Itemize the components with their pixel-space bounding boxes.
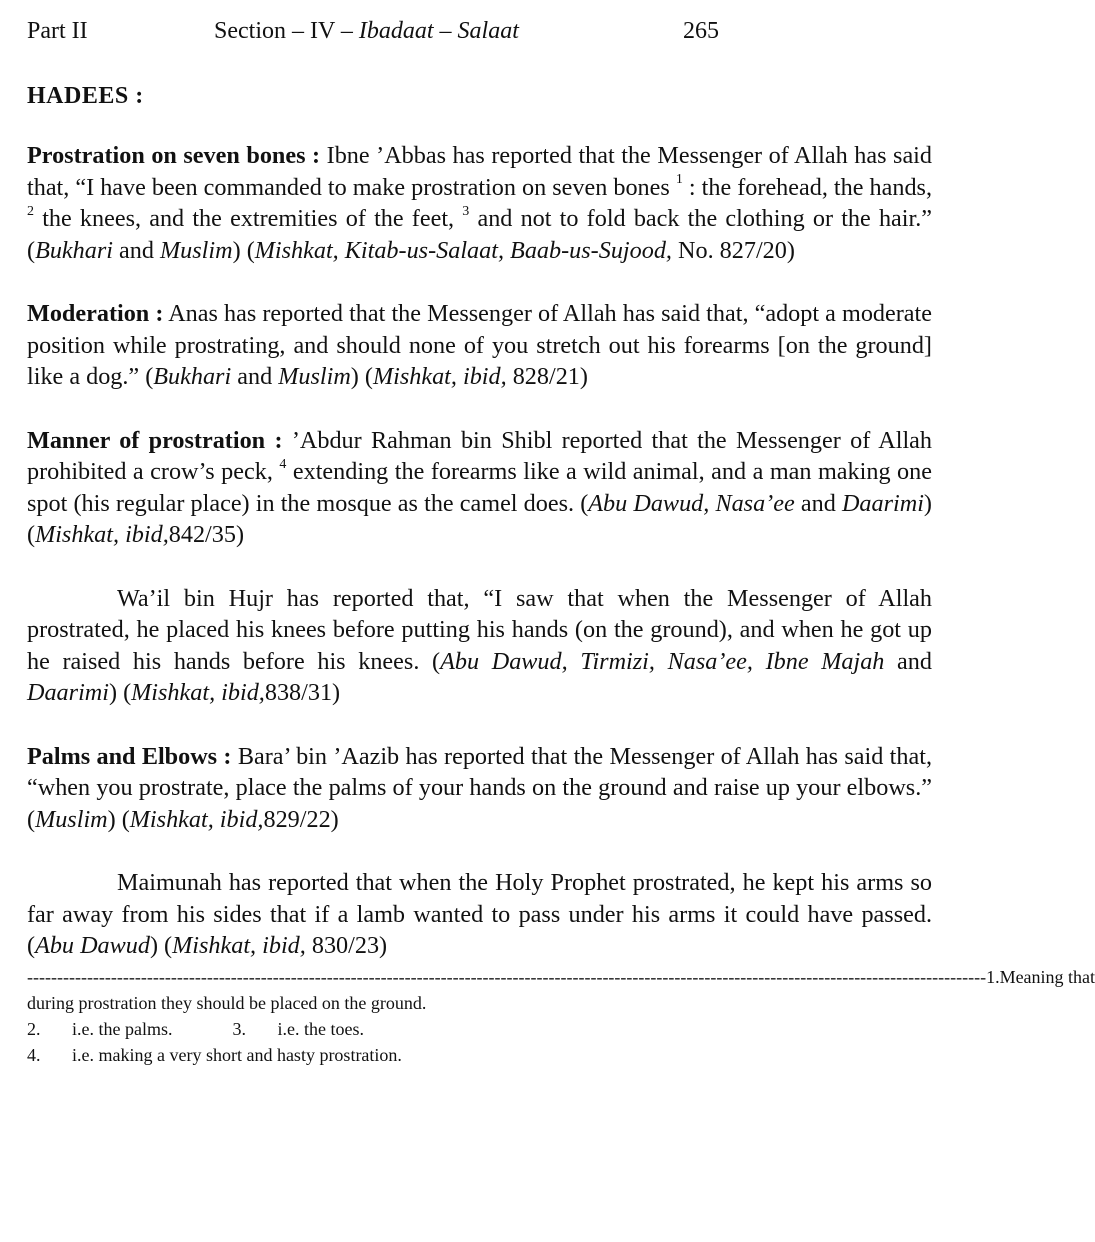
paragraph-title: Manner of prostration : [27, 426, 283, 454]
paragraph-moderation [27, 298, 932, 393]
footnote-row-2-3 [27, 1016, 932, 1042]
footnote-separator [27, 964, 1095, 990]
citation: Muslim [278, 363, 351, 390]
paragraph-text: and [884, 647, 932, 675]
footnote-ref: 1 [675, 172, 683, 188]
footnote-1-continued: during prostration they should be placed on the ground. [27, 992, 427, 1013]
citation: Muslim [160, 236, 233, 264]
section-heading: HADEES : [27, 83, 144, 109]
citation: Abu Dawud, Nasa’ee [588, 489, 795, 517]
citation: Abu Dawud, Tirmizi, Nasa’ee, Ibne Majah [440, 647, 885, 675]
document-page [27, 18, 1095, 1068]
paragraph-text: 829/22) [263, 805, 339, 833]
paragraph-text: Maimunah has reported that when the Holy Prophet prostrated, he kept his arms so far away from his sides that if a lamb wanted to pass under his arms it could have passed. ( [27, 869, 932, 959]
paragraph-text: ) ( [107, 805, 130, 833]
paragraph-text: No. 827/20) [671, 236, 795, 264]
footnote-2-number: 2. [27, 1018, 41, 1039]
citation: Abu Dawud [35, 932, 150, 959]
paragraph-text: ) ( [350, 363, 373, 390]
header-section [214, 18, 519, 45]
footnote-ref: 4 [279, 456, 287, 472]
page-number: 265 [683, 18, 719, 44]
paragraph-text: 842/35) [168, 521, 245, 548]
footnote-2-text: i.e. the palms. [72, 1018, 173, 1039]
paragraph-text: ) ( [232, 236, 255, 264]
paragraph-title: Palms and Elbows : [27, 742, 232, 770]
footnotes [27, 964, 1095, 1068]
footnote-3-text: i.e. the toes. [277, 1018, 364, 1039]
paragraph-seven-bones [27, 140, 932, 266]
footnote-rule: ---------------------------------------------------------------------------------------------------------------------------------------------------------------- [27, 966, 987, 987]
paragraph-text: the knees, and the extremities of the feet, [34, 205, 463, 232]
paragraph-text: 838/31) [264, 679, 341, 706]
paragraph-text: and not to fold back the clothing or the hair.” ( [27, 205, 932, 264]
citation: Mishkat, ibid, [129, 805, 264, 833]
citation: Mishkat, ibid, [172, 932, 306, 959]
footnote-4-number: 4. [27, 1044, 41, 1065]
paragraph-text: Wa’il bin Hujr has reported that, “I saw that when the Messenger of Allah prostrated, he placed his knees before putting his hands (on the ground), and when he got up he raised his hands before his knees. ( [27, 584, 932, 675]
citation: Mishkat, ibid, [372, 363, 507, 390]
citation: Mishkat, ibid, [35, 521, 169, 548]
footnote-1-number: 1. [986, 966, 1000, 987]
header-section-prefix: Section – IV – [214, 18, 359, 44]
citation: Daarimi [27, 679, 109, 706]
header-part: Part II [27, 18, 88, 44]
paragraph-text: and [231, 363, 279, 390]
page-header [27, 18, 932, 52]
paragraph-text: and [113, 236, 161, 264]
paragraph-text: Ibne ’Abbas has reported that the Messenger of Allah has said that, “I have been commanded to make prostration on seven bones [27, 142, 933, 201]
paragraph-text: 828/21) [506, 363, 588, 390]
paragraph-wail-bin-hujr [27, 583, 932, 709]
paragraph-text: extending the forearms like a wild animal, and a man making one spot (his regular place) in the mosque as the camel does. ( [27, 458, 932, 517]
citation: Mishkat, Kitab-us-Salaat, Baab-us-Sujood, [254, 236, 672, 264]
citation: Bukhari [35, 236, 113, 264]
footnote-ref: 2 [27, 203, 34, 219]
paragraph-text: ’Abdur Rahman bin Shibl reported that the Messenger of Allah prohibited a crow’s peck, [27, 426, 932, 485]
paragraph-text: Bara’ bin ’Aazib has reported that the Messenger of Allah has said that, “when you prostrate, place the palms of your hands on the ground and raise up your elbows.” ( [27, 742, 932, 833]
paragraph-text: ) ( [108, 679, 132, 706]
paragraph-text: : the forehead, the hands, [682, 173, 933, 201]
footnote-row-4 [27, 1042, 932, 1068]
footnote-3-number: 3. [232, 1018, 246, 1039]
paragraph-title: Moderation : [27, 300, 164, 327]
paragraph-text: Anas has reported that the Messenger of Allah has said that, “adopt a moderate position while prostrating, and should none of you stretch out his forearms [on the ground] like a dog.” ( [27, 300, 932, 390]
paragraph-title: Prostration on seven bones : [27, 142, 321, 169]
footnote-4-text: i.e. making a very short and hasty prostration. [72, 1044, 402, 1065]
header-section-title: Ibadaat – Salaat [358, 18, 519, 44]
citation: Mishkat, ibid, [131, 679, 265, 706]
citation: Muslim [35, 805, 108, 833]
paragraph-text: and [794, 489, 842, 517]
paragraph-manner-of-prostration [27, 425, 932, 551]
paragraph-maimunah [27, 867, 932, 962]
footnote-ref: 3 [462, 203, 470, 219]
footnote-1-start: Meaning that [999, 966, 1095, 987]
paragraph-text: ) ( [27, 489, 932, 548]
paragraph-text: ) ( [149, 932, 173, 959]
citation: Bukhari [153, 363, 232, 390]
paragraph-text: 830/23) [305, 932, 388, 959]
paragraph-palms-and-elbows [27, 741, 932, 836]
citation: Daarimi [841, 489, 924, 517]
